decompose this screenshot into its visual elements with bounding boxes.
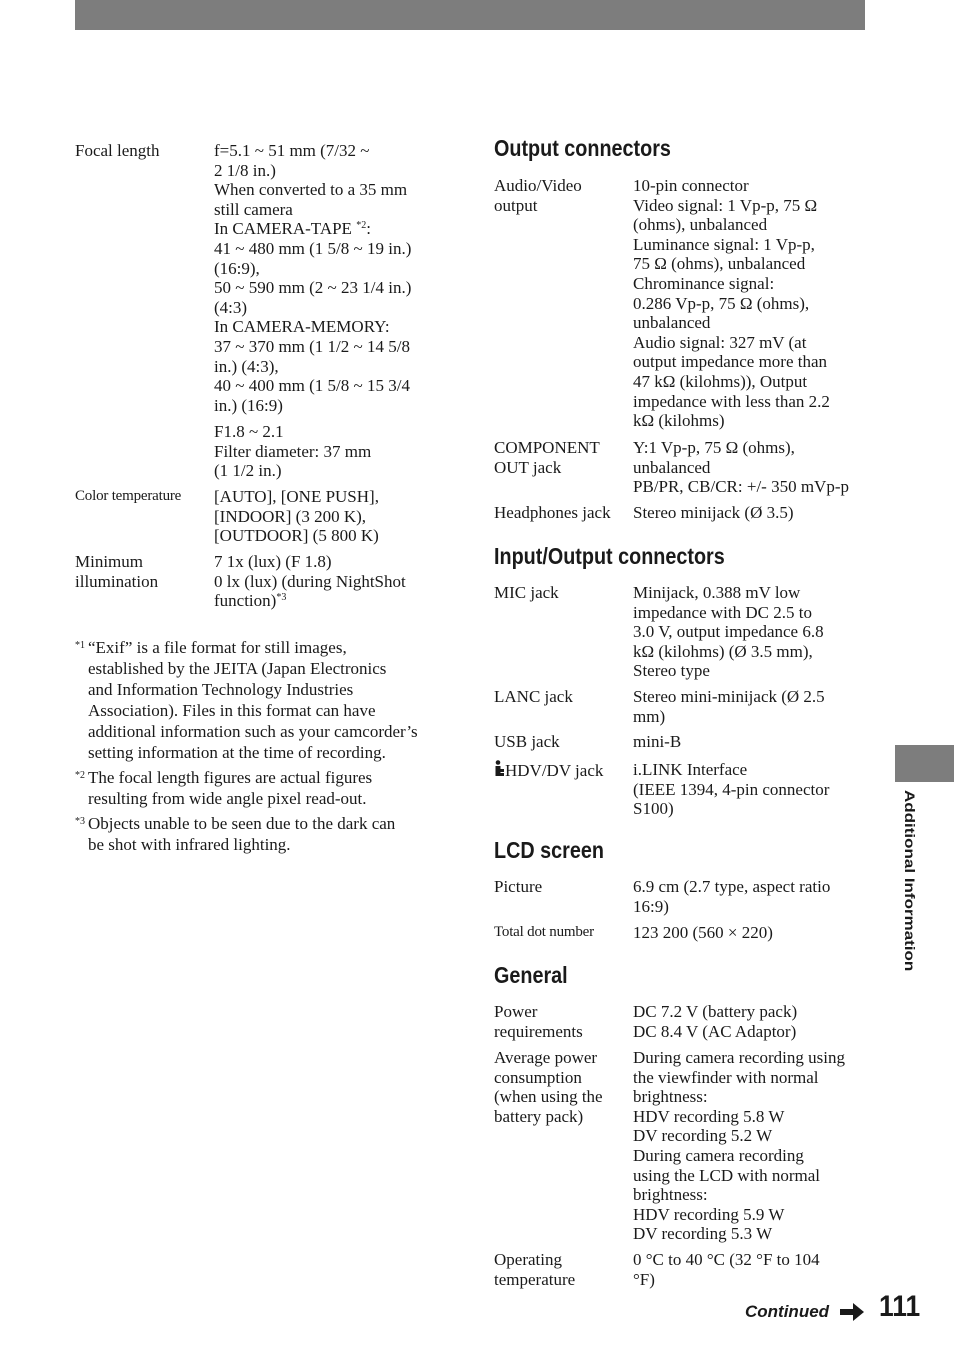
spec-hdv-dv-jack — [494, 760, 868, 819]
spec-label: Total dot number — [494, 924, 594, 940]
spec-label: Picture — [494, 877, 543, 896]
spec-label: MIC jack — [494, 583, 559, 602]
spec-label: COMPONENT OUT jack — [494, 438, 600, 477]
spec-label: USB jack — [494, 732, 560, 751]
spec-value: 7 1x (lux) (F 1.8) 0 lx (lux) (during NightShot function)$^{*3}$ — [214, 552, 406, 611]
section-title-general: General — [494, 962, 568, 988]
spec-value: 6.9 cm (2.7 type, aspect ratio 16:9) — [633, 877, 831, 916]
spec-label: Headphones jack — [494, 503, 611, 522]
spec-aperture — [75, 422, 454, 481]
spec-value: mini-B — [633, 732, 682, 751]
footnote-mark: *3 — [75, 816, 85, 827]
spec-mic-jack — [494, 583, 868, 681]
spec-value: i.LINK Interface (IEEE 1394, 4-pin connector S100) — [633, 760, 830, 819]
spec-value: Minijack, 0.388 mV low impedance with DC 2.5 to 3.0 V, output impedance 6.8 kΩ (kilohms) (Ø 3.5 mm), Stereo type — [633, 583, 824, 681]
section-title-lcd-screen: LCD screen — [494, 837, 604, 863]
spec-power-requirements — [494, 1002, 868, 1041]
spec-label: LANC jack — [494, 687, 573, 706]
footnote-ref: *2 — [356, 220, 367, 232]
footnote-1: *1 “Exif” is a file format for still images, established by the JEITA (Japan Electronics and Information Technology Industries Association). Files in this format can have additional information such as your camcorder’s setting information at the time of recording. — [75, 638, 418, 762]
spec-value: 0 °C to 40 °C (32 °F to 104 °F) — [633, 1250, 820, 1289]
section-tab — [895, 745, 954, 782]
spec-label: Focal length — [75, 141, 160, 160]
footnote-mark: *2 — [75, 770, 85, 781]
spec-value: Stereo mini-minijack (Ø 2.5 mm) — [633, 687, 825, 726]
spec-label — [75, 422, 214, 481]
spec-average-power-consumption — [494, 1048, 868, 1244]
spec-value: f=5.1 ~ 51 mm (7/32 ~ 2 1/8 in.) When converted to a 35 mm still camera In CAMERA-TAPE $^{*2}$: 41 ~ 480 mm (1 5/8 ~ 19 in.) (16:9), 50 ~ 590 mm (2 ~ 23 1/4 in.) (4:3) In CAMERA-MEMORY: 37 ~ 370 mm (1 1/2 ~ 14 5/8 in.) (4:3), 40 ~ 400 mm (1 5/8 ~ 15 3/4 in.) (16:9) — [214, 141, 412, 415]
spec-audio-video-output — [494, 176, 868, 431]
spec-usb-jack — [494, 732, 868, 752]
arrow-right-icon — [840, 1302, 864, 1322]
spec-label: HDV/DV jack — [494, 760, 633, 819]
ilink-icon — [494, 760, 505, 777]
header-bar — [75, 0, 865, 30]
spec-value: DC 7.2 V (battery pack) DC 8.4 V (AC Adaptor) — [633, 1002, 798, 1041]
spec-value: 10-pin connector Video signal: 1 Vp-p, 75 Ω (ohms), unbalanced Luminance signal: 1 Vp-p, 75 Ω (ohms), unbalanced Chrominance signal: 0.286 Vp-p, 75 Ω (ohms), unbalanced Audio signal: 327 mV (at output impedance more than 47 kΩ (kilohms)), Output impedance with less than 2.2 kΩ (kilohms) — [633, 176, 830, 431]
spec-total-dot-number — [494, 923, 868, 943]
spec-headphones-jack — [494, 503, 868, 523]
spec-value: F1.8 ~ 2.1 Filter diameter: 37 mm (1 1/2 in.) — [214, 422, 372, 481]
spec-value: [AUTO], [ONE PUSH], [INDOOR] (3 200 K), [OUTDOOR] (5 800 K) — [214, 487, 379, 546]
spec-color-temperature — [75, 487, 454, 546]
spec-picture — [494, 877, 868, 916]
spec-minimum-illumination — [75, 552, 454, 611]
spec-label: Audio/Video output — [494, 176, 582, 215]
spec-lanc-jack — [494, 687, 868, 726]
footnote-2: *2 The focal length figures are actual figures resulting from wide angle pixel read-out. — [75, 768, 373, 808]
spec-focal-length — [75, 141, 454, 415]
spec-label: Average power consumption (when using the battery pack) — [494, 1048, 603, 1126]
spec-component-out-jack — [494, 438, 868, 497]
spec-value: Stereo minijack (Ø 3.5) — [633, 503, 794, 522]
spec-value: During camera recording using the viewfinder with normal brightness: HDV recording 5.8 W DV recording 5.2 W During camera recording using the LCD with normal brightness: HDV recording 5.9 W DV recording 5.3 W — [633, 1048, 845, 1244]
side-section-label: Additional Information — [901, 790, 918, 972]
continued-label: Continued — [745, 1302, 830, 1321]
spec-value: 123 200 (560 × 220) — [633, 923, 773, 942]
spec-label: Power requirements — [494, 1002, 583, 1041]
page-number: 111 — [879, 1290, 921, 1323]
section-title-input-output-connectors: Input/Output connectors — [494, 543, 725, 569]
spec-label: Color temperature — [75, 488, 182, 504]
section-title-output-connectors: Output connectors — [494, 135, 671, 161]
spec-label: Operating temperature — [494, 1250, 576, 1289]
footnote-3: *3 Objects unable to be seen due to the dark can be shot with infrared lighting. — [75, 814, 396, 854]
spec-value: Y:1 Vp-p, 75 Ω (ohms), unbalanced PB/PR, CB/CR: +/- 350 mVp-p — [633, 438, 849, 497]
footnote-mark: *1 — [75, 640, 85, 651]
spec-label: Minimum illumination — [75, 552, 159, 591]
spec-operating-temperature — [494, 1250, 868, 1289]
footnote-ref: *3 — [276, 592, 287, 604]
